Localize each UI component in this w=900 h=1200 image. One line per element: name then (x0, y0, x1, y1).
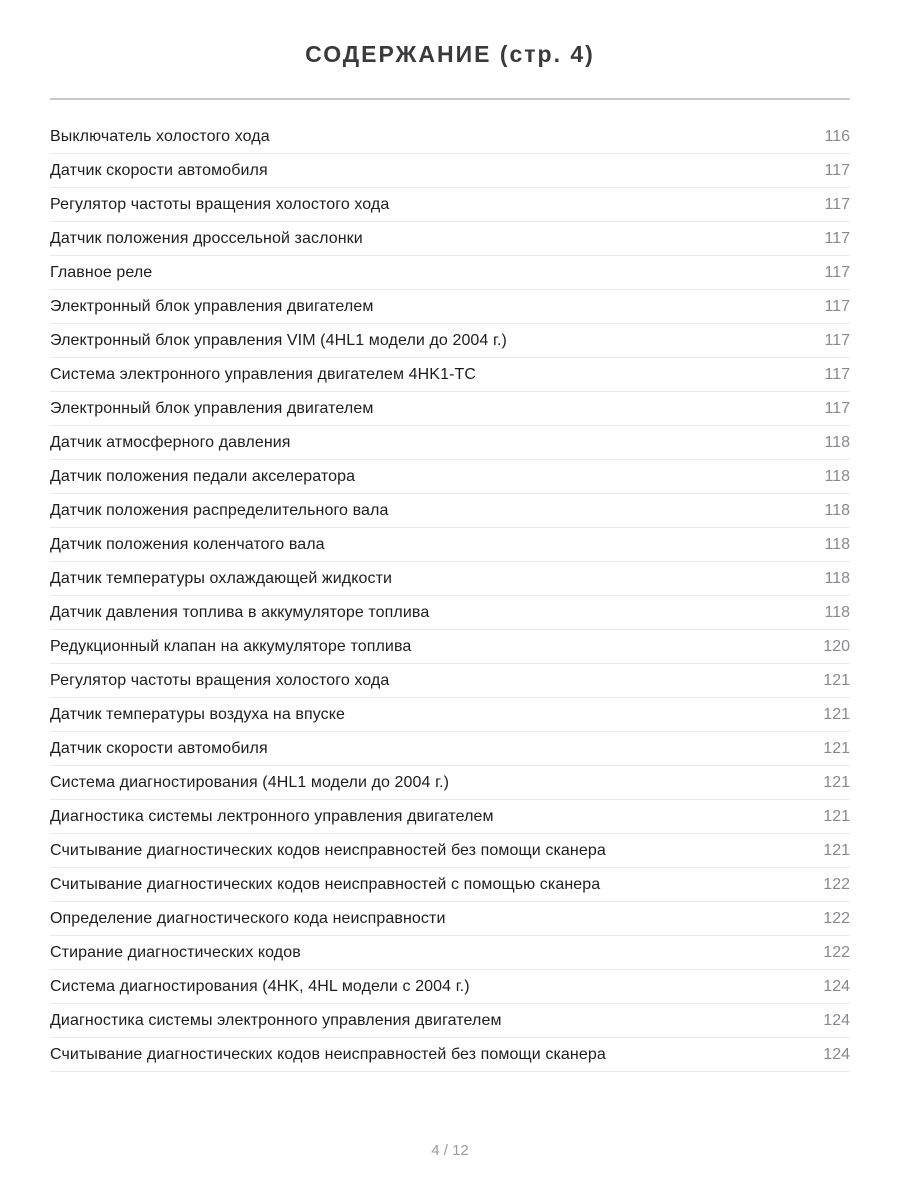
toc-entry (50, 936, 850, 970)
toc-entry (50, 664, 850, 698)
toc-entry-title: Датчик атмосферного давления (50, 433, 291, 451)
toc-entry-title: Стирание диагностических кодов (50, 943, 301, 961)
toc-entry-page-number: 124 (823, 1045, 850, 1063)
toc-entry-title: Редукционный клапан на аккумуляторе топлива (50, 637, 412, 655)
toc-entry (50, 562, 850, 596)
toc-entry (50, 358, 850, 392)
toc-entry-page-number: 121 (823, 841, 850, 859)
toc-entry-page-number: 122 (823, 875, 850, 893)
toc-list (50, 120, 850, 1072)
toc-entry (50, 154, 850, 188)
toc-entry-page-number: 122 (823, 909, 850, 927)
toc-entry-page-number: 118 (824, 603, 850, 621)
toc-entry-title: Датчик скорости автомобиля (50, 161, 268, 179)
toc-entry-page-number: 121 (823, 807, 850, 825)
toc-entry-page-number: 117 (824, 195, 850, 213)
toc-entry-title: Датчик положения распределительного вала (50, 501, 389, 519)
toc-entry-page-number: 118 (824, 501, 850, 519)
toc-entry (50, 1038, 850, 1072)
toc-entry-page-number: 121 (823, 705, 850, 723)
toc-entry-title: Система диагностирования (4HK, 4HL модели с 2004 г.) (50, 977, 470, 995)
toc-entry-page-number: 117 (824, 365, 850, 383)
page-title: СОДЕРЖАНИЕ (стр. 4) (305, 41, 595, 67)
toc-entry (50, 698, 850, 732)
toc-entry-title: Датчик температуры воздуха на впуске (50, 705, 346, 723)
toc-entry (50, 902, 850, 936)
toc-entry (50, 494, 850, 528)
toc-entry-page-number: 118 (824, 569, 850, 587)
toc-entry (50, 290, 850, 324)
toc-entry (50, 426, 850, 460)
toc-entry (50, 120, 850, 154)
toc-entry-page-number: 117 (824, 263, 850, 281)
toc-entry (50, 392, 850, 426)
toc-entry-title: Диагностика системы лектронного управления двигателем (50, 807, 494, 825)
toc-entry-title: Датчик положения педали акселератора (50, 467, 356, 485)
toc-entry (50, 732, 850, 766)
page-number-indicator: 4 / 12 (431, 1142, 469, 1159)
toc-entry-title: Диагностика системы электронного управления двигателем (50, 1011, 502, 1029)
toc-entry-page-number: 121 (823, 671, 850, 689)
toc-entry-title: Датчик положения дроссельной заслонки (50, 229, 363, 247)
toc-entry-page-number: 118 (824, 433, 850, 451)
toc-entry (50, 324, 850, 358)
toc-entry-title: Регулятор частоты вращения холостого хода (50, 671, 390, 689)
toc-entry (50, 460, 850, 494)
toc-entry-page-number: 118 (824, 467, 850, 485)
toc-entry-page-number: 117 (824, 331, 850, 349)
toc-entry (50, 970, 850, 1004)
toc-entry-title: Считывание диагностических кодов неисправностей без помощи сканера (50, 841, 606, 859)
toc-entry-title: Датчик давления топлива в аккумуляторе топлива (50, 603, 430, 621)
toc-entry-title: Датчик скорости автомобиля (50, 739, 268, 757)
toc-entry-title: Главное реле (50, 263, 153, 281)
toc-entry (50, 528, 850, 562)
toc-entry-page-number: 117 (824, 161, 850, 179)
toc-entry (50, 800, 850, 834)
toc-entry-title: Считывание диагностических кодов неисправностей с помощью сканера (50, 875, 601, 893)
toc-entry (50, 630, 850, 664)
toc-entry-title: Выключатель холостого хода (50, 127, 270, 145)
toc-entry (50, 766, 850, 800)
toc-entry-title: Датчик температуры охлаждающей жидкости (50, 569, 393, 587)
toc-entry (50, 256, 850, 290)
toc-entry-title: Электронный блок управления двигателем (50, 399, 374, 417)
toc-entry-title: Электронный блок управления VIM (4HL1 модели до 2004 г.) (50, 331, 507, 349)
toc-entry-page-number: 124 (823, 1011, 850, 1029)
toc-entry (50, 868, 850, 902)
toc-entry (50, 188, 850, 222)
toc-entry-title: Электронный блок управления двигателем (50, 297, 374, 315)
title-divider (50, 98, 850, 100)
toc-entry-page-number: 124 (823, 977, 850, 995)
toc-entry (50, 596, 850, 630)
toc-entry-title: Датчик положения коленчатого вала (50, 535, 325, 553)
toc-entry-page-number: 116 (824, 127, 850, 145)
toc-entry-page-number: 117 (824, 297, 850, 315)
toc-entry-page-number: 117 (824, 229, 850, 247)
toc-entry-page-number: 122 (823, 943, 850, 961)
toc-entry-page-number: 120 (823, 637, 850, 655)
toc-entry-title: Считывание диагностических кодов неисправностей без помощи сканера (50, 1045, 606, 1063)
toc-entry (50, 1004, 850, 1038)
toc-entry-title: Регулятор частоты вращения холостого хода (50, 195, 390, 213)
toc-entry-page-number: 121 (823, 773, 850, 791)
toc-entry (50, 834, 850, 868)
toc-entry-page-number: 118 (824, 535, 850, 553)
toc-entry-title: Система электронного управления двигателем 4HK1-TC (50, 365, 477, 383)
toc-entry (50, 222, 850, 256)
toc-entry-title: Определение диагностического кода неисправности (50, 909, 446, 927)
toc-entry-page-number: 117 (824, 399, 850, 417)
toc-entry-title: Система диагностирования (4HL1 модели до 2004 г.) (50, 773, 450, 791)
toc-entry-page-number: 121 (823, 739, 850, 757)
